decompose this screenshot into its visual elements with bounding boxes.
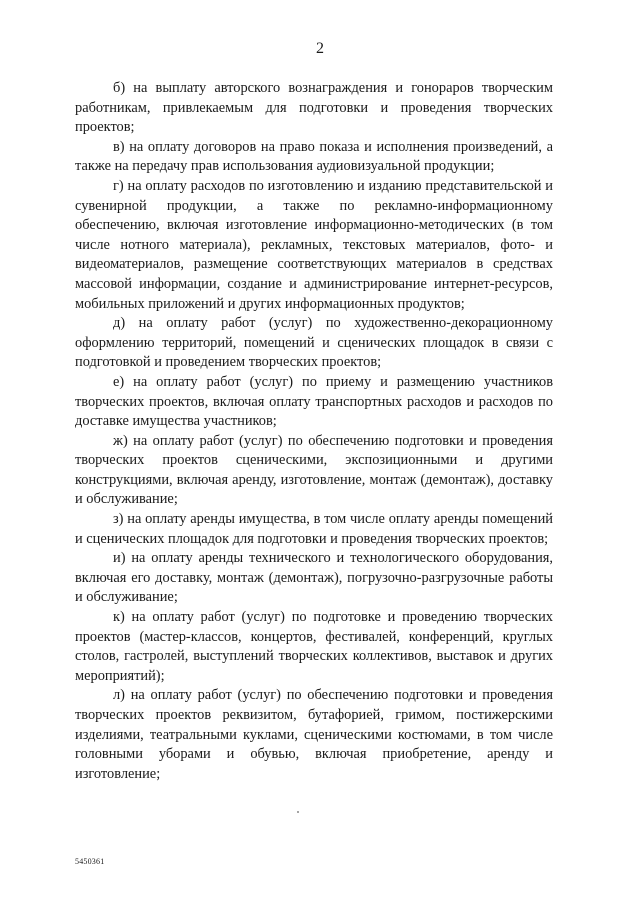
scan-speck: [297, 811, 299, 813]
paragraph-i: и) на оплату аренды технического и технологического оборудования, включая его доставку, монтаж (демонтаж), погрузочно-разгрузочные работы и обслуживание;: [75, 550, 553, 606]
paragraph-z: з) на оплату аренды имущества, в том числе оплату аренды помещений и сценических площадок для подготовки и проведения творческих проектов;: [75, 511, 553, 547]
paragraph-d: д) на оплату работ (услуг) по художественно-декорационному оформлению территорий, помещений и сценических площадок в связи с подготовкой и проведением творческих проектов;: [75, 315, 553, 371]
paragraph-l: л) на оплату работ (услуг) по обеспечению подготовки и проведения творческих проектов реквизитом, бутафорией, гримом, постижерскими изделиями, театральными куклами, сценическими костюмами, в том числе головными уборами и обувью, включая приобретение, аренду и изготовление;: [75, 687, 553, 782]
paragraph-b: б) на выплату авторского вознаграждения и гонораров творческим работникам, привлекаемым для подготовки и проведения творческих проектов;: [75, 80, 553, 136]
paragraph-zh: ж) на оплату работ (услуг) по обеспечению подготовки и проведения творческих проектов сценическими, экспозиционными и другими конструкциями, включая аренду, изготовление, монтаж (демонтаж), доставку и обслуживание;: [75, 432, 553, 508]
paragraph-g: г) на оплату расходов по изготовлению и изданию представительской и сувенирной продукции, а также по рекламно-информационному обеспечению, включая изготовление информационно-методических (в том числе нотного материала), рекламных, текстовых материалов, фото- и видеоматериалов, размещение соответствующих материалов в средствах массовой информации, создание и администрирование интернет-ресурсов, мобильных приложений и других информационных продуктов;: [75, 177, 553, 312]
paragraph-e: е) на оплату работ (услуг) по приему и размещению участников творческих проектов, включая оплату транспортных расходов и расходов по доставке имущества участников;: [75, 373, 553, 430]
paragraph-k: к) на оплату работ (услуг) по подготовке и проведению творческих проектов (мастер-классов, концертов, фестивалей, конференций, круглых столов, гастролей, выступлений творческих коллективов, выставок и других мероприятий);: [75, 609, 553, 684]
document-body: [75, 79, 553, 784]
page-number: 2: [316, 40, 324, 57]
paragraph-v: в) на оплату договоров на право показа и исполнения произведений, а также на передачу прав использования аудиовизуальной продукции;: [75, 138, 553, 175]
document-code: 5450361: [75, 857, 105, 866]
